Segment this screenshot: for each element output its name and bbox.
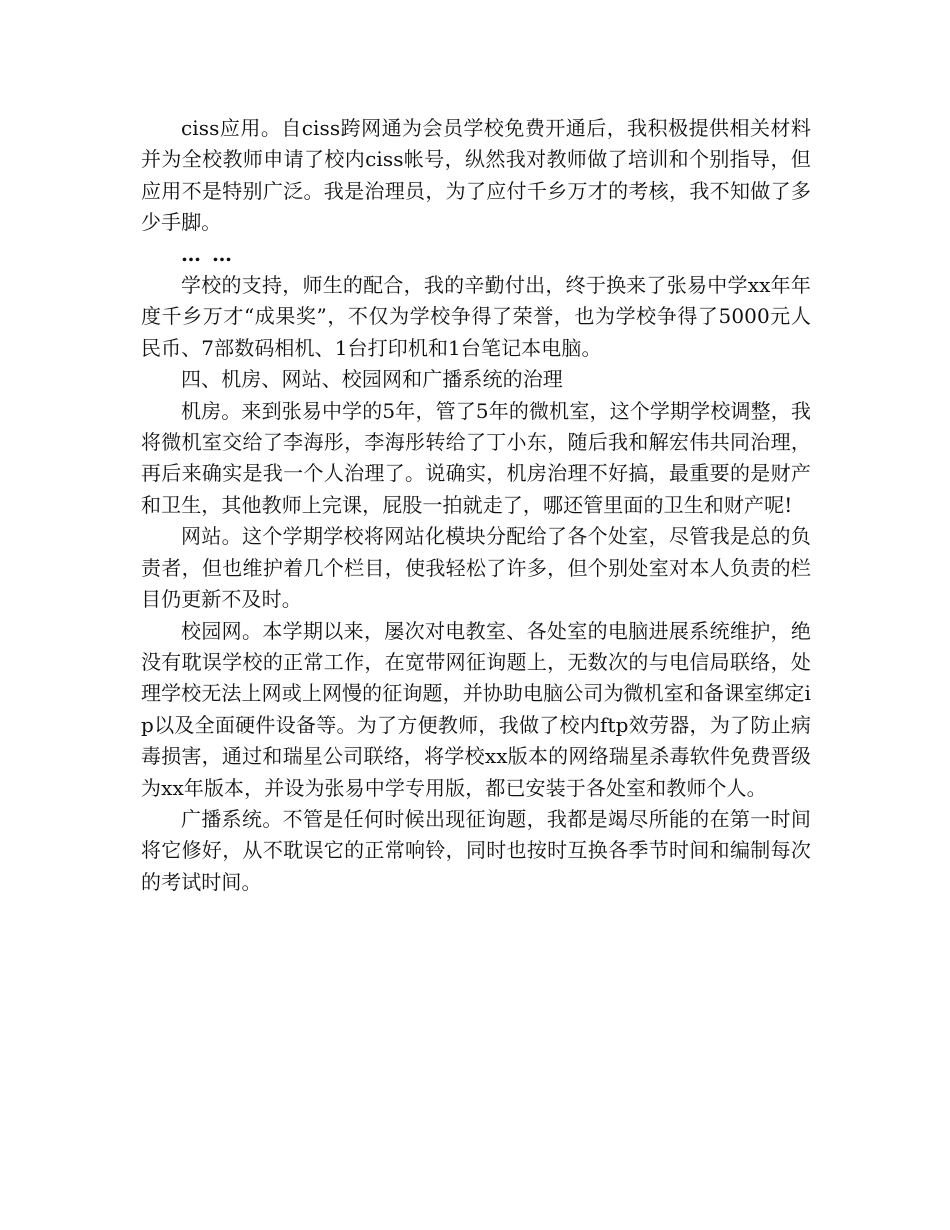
paragraph-campus-network: 校园网。本学期以来，屡次对电教室、各处室的电脑进展系统维护，绝没有耽误学校的正常工作，在宽带网征询题上，无数次的与电信局联络，处理学校无法上网或上网慢的征询题，并协助电脑公司为微机室和备课室绑定ip以及全面硬件设备等。为了方便教师，我做了校内ftp效劳器，为了防止病毒损害，通过和瑞星公司联络，将学校xx版本的网络瑞星杀毒软件免费晋级为xx年版本，并设为张易中学专用版，都已安装于各处室和教师个人。 bbox=[141, 618, 811, 800]
paragraph-website: 网站。这个学期学校将网站化模块分配给了各个处室，尽管我是总的负责者，但也维护着几个栏目，使我轻松了许多，但个别处室对本人负责的栏目仍更新不及时。 bbox=[141, 524, 811, 612]
paragraph-award: 学校的支持，师生的配合，我的辛勤付出，终于换来了张易中学xx年年度千乡万才“成果奖”，不仅为学校争得了荣誉，也为学校争得了5000元人民币、7部数码相机、1台打印机和1台笔记本电脑。 bbox=[141, 273, 811, 360]
paragraph-ellipsis: … … bbox=[181, 241, 234, 266]
paragraph-broadcast-system: 广播系统。不管是任何时候出现征询题，我都是竭尽所能的在第一时间将它修好，从不耽误它的正常响铃，同时也按时互换各季节时间和编制每次的考试时间。 bbox=[141, 806, 811, 894]
section-heading: 四、机房、网站、校园网和广播系统的治理 bbox=[181, 367, 563, 392]
paragraph-ciss: ciss应用。自ciss跨网通为会员学校免费开通后，我积极提供相关材料并为全校教师申请了校内ciss帐号，纵然我对教师做了培训和个别指导，但应用不是特别广泛。我是治理员，为了应付千乡万才的考核，我不知做了多少手脚。 bbox=[141, 116, 811, 235]
paragraph-computer-room: 机房。来到张易中学的5年，管了5年的微机室，这个学期学校调整，我将微机室交给了李海彤，李海彤转给了丁小东，随后我和解宏伟共同治理，再后来确实是我一个人治理了。说确实，机房治理不好搞，最重要的是财产和卫生，其他教师上完课，屁股一拍就走了，哪还管里面的卫生和财产呢! bbox=[141, 398, 811, 517]
document-body bbox=[141, 113, 811, 898]
